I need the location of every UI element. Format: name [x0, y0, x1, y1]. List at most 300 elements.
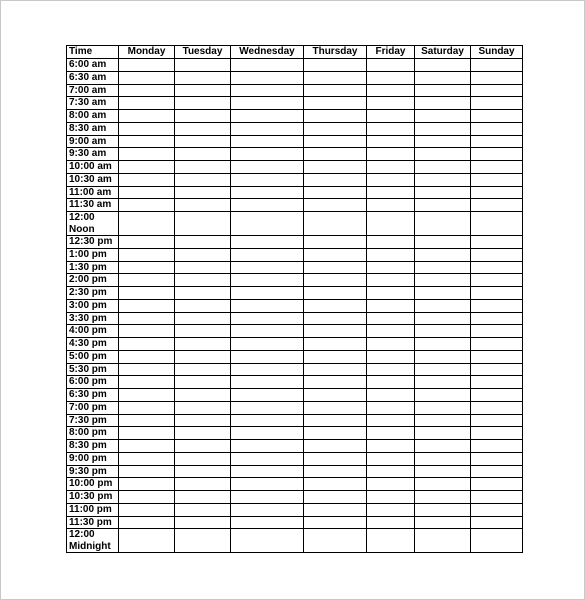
schedule-cell[interactable] — [175, 529, 231, 553]
schedule-cell[interactable] — [471, 261, 523, 274]
schedule-cell[interactable] — [231, 186, 304, 199]
time-slot-cell: 12:30 pm — [67, 236, 119, 249]
schedule-cell[interactable] — [175, 199, 231, 212]
schedule-cell[interactable] — [415, 503, 471, 516]
schedule-cell[interactable] — [304, 199, 367, 212]
schedule-cell[interactable] — [175, 491, 231, 504]
schedule-cell[interactable] — [175, 452, 231, 465]
schedule-cell[interactable] — [304, 161, 367, 174]
schedule-cell[interactable] — [231, 97, 304, 110]
schedule-cell[interactable] — [304, 325, 367, 338]
schedule-cell[interactable] — [231, 414, 304, 427]
schedule-cell[interactable] — [231, 516, 304, 529]
schedule-cell[interactable] — [367, 84, 415, 97]
schedule-cell[interactable] — [231, 452, 304, 465]
schedule-cell[interactable] — [119, 414, 175, 427]
schedule-cell[interactable] — [471, 465, 523, 478]
schedule-cell[interactable] — [231, 465, 304, 478]
schedule-cell[interactable] — [415, 491, 471, 504]
time-slot-cell: 10:30 am — [67, 173, 119, 186]
schedule-cell[interactable] — [175, 312, 231, 325]
schedule-cell[interactable] — [471, 414, 523, 427]
schedule-cell[interactable] — [119, 427, 175, 440]
schedule-cell[interactable] — [119, 212, 175, 236]
schedule-cell[interactable] — [367, 135, 415, 148]
schedule-cell[interactable] — [471, 503, 523, 516]
schedule-cell[interactable] — [175, 401, 231, 414]
schedule-cell[interactable] — [231, 274, 304, 287]
schedule-cell[interactable] — [367, 325, 415, 338]
schedule-cell[interactable] — [471, 389, 523, 402]
schedule-cell[interactable] — [231, 363, 304, 376]
schedule-cell[interactable] — [367, 452, 415, 465]
time-slot-cell: 9:00 am — [67, 135, 119, 148]
time-slot-cell: 11:00 am — [67, 186, 119, 199]
schedule-cell[interactable] — [471, 97, 523, 110]
schedule-cell[interactable] — [175, 325, 231, 338]
time-slot-cell: 1:30 pm — [67, 261, 119, 274]
schedule-cell[interactable] — [415, 261, 471, 274]
schedule-cell[interactable] — [231, 287, 304, 300]
schedule-cell[interactable] — [304, 427, 367, 440]
schedule-cell[interactable] — [119, 299, 175, 312]
schedule-cell[interactable] — [415, 465, 471, 478]
schedule-cell[interactable] — [175, 503, 231, 516]
time-slot-cell: 2:30 pm — [67, 287, 119, 300]
schedule-cell[interactable] — [119, 389, 175, 402]
schedule-cell[interactable] — [304, 440, 367, 453]
schedule-cell[interactable] — [175, 148, 231, 161]
schedule-cell[interactable] — [415, 338, 471, 351]
schedule-cell[interactable] — [415, 427, 471, 440]
table-row — [67, 59, 523, 72]
schedule-cell[interactable] — [471, 110, 523, 123]
schedule-cell[interactable] — [231, 71, 304, 84]
schedule-cell[interactable] — [304, 71, 367, 84]
schedule-cell[interactable] — [119, 274, 175, 287]
schedule-cell[interactable] — [119, 248, 175, 261]
schedule-cell[interactable] — [304, 299, 367, 312]
schedule-cell[interactable] — [471, 299, 523, 312]
schedule-cell[interactable] — [471, 350, 523, 363]
schedule-cell[interactable] — [471, 84, 523, 97]
schedule-cell[interactable] — [367, 261, 415, 274]
schedule-cell[interactable] — [175, 299, 231, 312]
schedule-cell[interactable] — [175, 389, 231, 402]
schedule-cell[interactable] — [415, 173, 471, 186]
schedule-cell[interactable] — [119, 376, 175, 389]
time-slot-cell: 11:30 am — [67, 199, 119, 212]
schedule-cell[interactable] — [415, 248, 471, 261]
schedule-cell[interactable] — [471, 173, 523, 186]
schedule-cell[interactable] — [471, 516, 523, 529]
schedule-cell[interactable] — [415, 401, 471, 414]
schedule-cell[interactable] — [304, 338, 367, 351]
schedule-cell[interactable] — [415, 516, 471, 529]
schedule-cell[interactable] — [367, 110, 415, 123]
schedule-cell[interactable] — [367, 529, 415, 553]
schedule-cell[interactable] — [367, 59, 415, 72]
schedule-cell[interactable] — [119, 199, 175, 212]
table-row — [67, 84, 523, 97]
schedule-cell[interactable] — [304, 414, 367, 427]
schedule-cell[interactable] — [175, 84, 231, 97]
schedule-cell[interactable] — [175, 350, 231, 363]
schedule-cell[interactable] — [471, 71, 523, 84]
schedule-cell[interactable] — [367, 414, 415, 427]
schedule-cell[interactable] — [304, 186, 367, 199]
schedule-cell[interactable] — [119, 135, 175, 148]
schedule-cell[interactable] — [175, 274, 231, 287]
schedule-cell[interactable] — [471, 427, 523, 440]
schedule-cell[interactable] — [415, 376, 471, 389]
schedule-cell[interactable] — [175, 186, 231, 199]
schedule-cell[interactable] — [231, 199, 304, 212]
time-slot-cell: 9:30 pm — [67, 465, 119, 478]
time-slot-cell: 2:00 pm — [67, 274, 119, 287]
schedule-cell[interactable] — [304, 135, 367, 148]
schedule-cell[interactable] — [231, 59, 304, 72]
schedule-cell[interactable] — [415, 287, 471, 300]
schedule-cell[interactable] — [231, 440, 304, 453]
schedule-cell[interactable] — [471, 161, 523, 174]
schedule-cell[interactable] — [415, 186, 471, 199]
schedule-cell[interactable] — [367, 299, 415, 312]
schedule-cell[interactable] — [415, 59, 471, 72]
schedule-cell[interactable] — [367, 440, 415, 453]
schedule-cell[interactable] — [304, 452, 367, 465]
header-thursday: Thursday — [304, 46, 367, 59]
schedule-cell[interactable] — [367, 122, 415, 135]
schedule-cell[interactable] — [175, 478, 231, 491]
schedule-cell[interactable] — [231, 338, 304, 351]
schedule-cell[interactable] — [119, 363, 175, 376]
schedule-cell[interactable] — [304, 84, 367, 97]
schedule-cell[interactable] — [119, 173, 175, 186]
schedule-cell[interactable] — [304, 173, 367, 186]
schedule-cell[interactable] — [119, 186, 175, 199]
schedule-cell[interactable] — [471, 274, 523, 287]
time-slot-cell: 5:30 pm — [67, 363, 119, 376]
schedule-cell[interactable] — [367, 199, 415, 212]
table-row — [67, 71, 523, 84]
schedule-cell[interactable] — [471, 212, 523, 236]
schedule-cell[interactable] — [175, 376, 231, 389]
table-row — [67, 440, 523, 453]
schedule-cell[interactable] — [304, 350, 367, 363]
schedule-cell[interactable] — [231, 350, 304, 363]
schedule-cell[interactable] — [119, 478, 175, 491]
schedule-cell[interactable] — [367, 173, 415, 186]
schedule-cell[interactable] — [231, 389, 304, 402]
schedule-cell[interactable] — [471, 363, 523, 376]
schedule-cell[interactable] — [415, 389, 471, 402]
time-slot-cell: 7:00 pm — [67, 401, 119, 414]
schedule-cell[interactable] — [367, 401, 415, 414]
schedule-cell[interactable] — [367, 312, 415, 325]
schedule-cell[interactable] — [367, 274, 415, 287]
schedule-cell[interactable] — [304, 516, 367, 529]
schedule-cell[interactable] — [231, 84, 304, 97]
schedule-cell[interactable] — [367, 287, 415, 300]
schedule-cell[interactable] — [471, 491, 523, 504]
weekly-schedule-table — [66, 45, 523, 553]
schedule-cell[interactable] — [119, 338, 175, 351]
time-slot-cell: 4:30 pm — [67, 338, 119, 351]
table-row — [67, 350, 523, 363]
schedule-cell[interactable] — [304, 503, 367, 516]
schedule-cell[interactable] — [415, 84, 471, 97]
time-slot-cell: 1:00 pm — [67, 248, 119, 261]
schedule-cell[interactable] — [119, 71, 175, 84]
schedule-cell[interactable] — [175, 236, 231, 249]
schedule-cell[interactable] — [304, 465, 367, 478]
schedule-cell[interactable] — [175, 59, 231, 72]
schedule-cell[interactable] — [415, 199, 471, 212]
schedule-cell[interactable] — [367, 97, 415, 110]
table-row — [67, 363, 523, 376]
table-row — [67, 122, 523, 135]
schedule-cell[interactable] — [415, 440, 471, 453]
schedule-cell[interactable] — [231, 503, 304, 516]
schedule-cell[interactable] — [415, 212, 471, 236]
schedule-cell[interactable] — [119, 287, 175, 300]
schedule-cell[interactable] — [471, 529, 523, 553]
schedule-cell[interactable] — [119, 261, 175, 274]
schedule-cell[interactable] — [119, 401, 175, 414]
schedule-cell[interactable] — [367, 248, 415, 261]
schedule-cell[interactable] — [415, 135, 471, 148]
schedule-cell[interactable] — [367, 363, 415, 376]
schedule-cell[interactable] — [119, 529, 175, 553]
schedule-cell[interactable] — [367, 148, 415, 161]
schedule-cell[interactable] — [367, 161, 415, 174]
schedule-cell[interactable] — [415, 363, 471, 376]
schedule-cell[interactable] — [471, 122, 523, 135]
schedule-cell[interactable] — [119, 503, 175, 516]
schedule-cell[interactable] — [175, 122, 231, 135]
schedule-cell[interactable] — [471, 478, 523, 491]
time-slot-cell: 6:30 pm — [67, 389, 119, 402]
schedule-cell[interactable] — [471, 148, 523, 161]
schedule-cell[interactable] — [231, 529, 304, 553]
schedule-cell[interactable] — [471, 452, 523, 465]
schedule-cell[interactable] — [367, 465, 415, 478]
schedule-cell[interactable] — [231, 173, 304, 186]
time-slot-cell: 10:30 pm — [67, 491, 119, 504]
schedule-cell[interactable] — [304, 248, 367, 261]
table-row — [67, 236, 523, 249]
schedule-cell[interactable] — [119, 452, 175, 465]
schedule-cell[interactable] — [119, 161, 175, 174]
schedule-cell[interactable] — [119, 148, 175, 161]
table-row — [67, 161, 523, 174]
schedule-cell[interactable] — [415, 148, 471, 161]
schedule-cell[interactable] — [231, 161, 304, 174]
schedule-cell[interactable] — [304, 376, 367, 389]
schedule-cell[interactable] — [415, 478, 471, 491]
schedule-cell[interactable] — [415, 236, 471, 249]
schedule-cell[interactable] — [471, 135, 523, 148]
schedule-cell[interactable] — [231, 312, 304, 325]
schedule-cell[interactable] — [367, 389, 415, 402]
schedule-cell[interactable] — [231, 401, 304, 414]
schedule-cell[interactable] — [119, 122, 175, 135]
schedule-cell[interactable] — [471, 287, 523, 300]
schedule-cell[interactable] — [304, 274, 367, 287]
schedule-cell[interactable] — [119, 440, 175, 453]
schedule-cell[interactable] — [175, 71, 231, 84]
schedule-cell[interactable] — [304, 287, 367, 300]
schedule-cell[interactable] — [367, 71, 415, 84]
schedule-cell[interactable] — [175, 248, 231, 261]
schedule-cell[interactable] — [304, 478, 367, 491]
schedule-cell[interactable] — [119, 110, 175, 123]
table-row — [67, 427, 523, 440]
schedule-cell[interactable] — [119, 465, 175, 478]
schedule-cell[interactable] — [175, 516, 231, 529]
schedule-cell[interactable] — [175, 261, 231, 274]
schedule-cell[interactable] — [304, 491, 367, 504]
schedule-cell[interactable] — [304, 529, 367, 553]
schedule-cell[interactable] — [415, 529, 471, 553]
table-row — [67, 299, 523, 312]
schedule-cell[interactable] — [415, 71, 471, 84]
table-row — [67, 287, 523, 300]
schedule-cell[interactable] — [175, 363, 231, 376]
schedule-cell[interactable] — [231, 122, 304, 135]
schedule-cell[interactable] — [415, 299, 471, 312]
table-row — [67, 338, 523, 351]
schedule-cell[interactable] — [175, 465, 231, 478]
schedule-cell[interactable] — [304, 401, 367, 414]
schedule-cell[interactable] — [119, 491, 175, 504]
schedule-cell[interactable] — [304, 59, 367, 72]
schedule-cell[interactable] — [471, 236, 523, 249]
schedule-cell[interactable] — [231, 478, 304, 491]
schedule-cell[interactable] — [231, 212, 304, 236]
schedule-cell[interactable] — [304, 389, 367, 402]
schedule-cell[interactable] — [119, 97, 175, 110]
schedule-cell[interactable] — [231, 236, 304, 249]
table-row — [67, 199, 523, 212]
schedule-cell[interactable] — [119, 236, 175, 249]
schedule-cell[interactable] — [471, 248, 523, 261]
schedule-cell[interactable] — [119, 516, 175, 529]
schedule-cell[interactable] — [304, 312, 367, 325]
schedule-cell[interactable] — [367, 516, 415, 529]
table-row — [67, 491, 523, 504]
schedule-cell[interactable] — [231, 427, 304, 440]
schedule-cell[interactable] — [175, 440, 231, 453]
schedule-cell[interactable] — [304, 212, 367, 236]
schedule-cell[interactable] — [119, 350, 175, 363]
schedule-cell[interactable] — [231, 135, 304, 148]
schedule-cell[interactable] — [175, 338, 231, 351]
schedule-cell[interactable] — [231, 376, 304, 389]
schedule-cell[interactable] — [231, 299, 304, 312]
schedule-cell[interactable] — [119, 84, 175, 97]
schedule-cell[interactable] — [415, 161, 471, 174]
table-row — [67, 173, 523, 186]
schedule-cell[interactable] — [304, 236, 367, 249]
schedule-cell[interactable] — [304, 122, 367, 135]
schedule-cell[interactable] — [304, 363, 367, 376]
schedule-cell[interactable] — [119, 59, 175, 72]
schedule-cell[interactable] — [367, 491, 415, 504]
schedule-cell[interactable] — [367, 478, 415, 491]
schedule-cell[interactable] — [415, 312, 471, 325]
schedule-cell[interactable] — [415, 274, 471, 287]
schedule-cell[interactable] — [471, 325, 523, 338]
schedule-cell[interactable] — [304, 110, 367, 123]
table-row — [67, 261, 523, 274]
schedule-cell[interactable] — [231, 491, 304, 504]
table-row — [67, 312, 523, 325]
time-slot-cell: 11:00 pm — [67, 503, 119, 516]
schedule-cell[interactable] — [175, 173, 231, 186]
schedule-cell[interactable] — [231, 248, 304, 261]
table-row — [67, 401, 523, 414]
schedule-cell[interactable] — [471, 338, 523, 351]
schedule-cell[interactable] — [367, 338, 415, 351]
schedule-cell[interactable] — [471, 59, 523, 72]
schedule-cell[interactable] — [175, 110, 231, 123]
schedule-cell[interactable] — [367, 350, 415, 363]
schedule-cell[interactable] — [367, 236, 415, 249]
schedule-cell[interactable] — [471, 376, 523, 389]
schedule-cell[interactable] — [415, 122, 471, 135]
schedule-cell[interactable] — [231, 325, 304, 338]
table-row — [67, 212, 523, 236]
schedule-cell[interactable] — [175, 287, 231, 300]
schedule-cell[interactable] — [304, 97, 367, 110]
schedule-cell[interactable] — [367, 376, 415, 389]
table-row — [67, 478, 523, 491]
time-slot-cell: 6:00 am — [67, 59, 119, 72]
schedule-cell[interactable] — [304, 261, 367, 274]
schedule-cell[interactable] — [415, 325, 471, 338]
schedule-cell[interactable] — [471, 440, 523, 453]
schedule-cell[interactable] — [415, 414, 471, 427]
schedule-cell[interactable] — [415, 97, 471, 110]
schedule-cell[interactable] — [175, 97, 231, 110]
header-wednesday: Wednesday — [231, 46, 304, 59]
schedule-cell[interactable] — [367, 212, 415, 236]
schedule-cell[interactable] — [415, 452, 471, 465]
schedule-cell[interactable] — [415, 110, 471, 123]
schedule-cell[interactable] — [304, 148, 367, 161]
schedule-cell[interactable] — [471, 401, 523, 414]
schedule-cell[interactable] — [471, 186, 523, 199]
schedule-cell[interactable] — [119, 325, 175, 338]
schedule-cell[interactable] — [471, 199, 523, 212]
schedule-cell[interactable] — [175, 414, 231, 427]
schedule-cell[interactable] — [367, 427, 415, 440]
schedule-cell[interactable] — [367, 186, 415, 199]
schedule-cell[interactable] — [231, 261, 304, 274]
schedule-cell[interactable] — [175, 212, 231, 236]
schedule-cell[interactable] — [175, 161, 231, 174]
schedule-cell[interactable] — [175, 427, 231, 440]
schedule-cell[interactable] — [415, 350, 471, 363]
schedule-cell[interactable] — [175, 135, 231, 148]
schedule-cell[interactable] — [471, 312, 523, 325]
schedule-cell[interactable] — [231, 148, 304, 161]
schedule-cell[interactable] — [231, 110, 304, 123]
schedule-cell[interactable] — [367, 503, 415, 516]
schedule-cell[interactable] — [119, 312, 175, 325]
